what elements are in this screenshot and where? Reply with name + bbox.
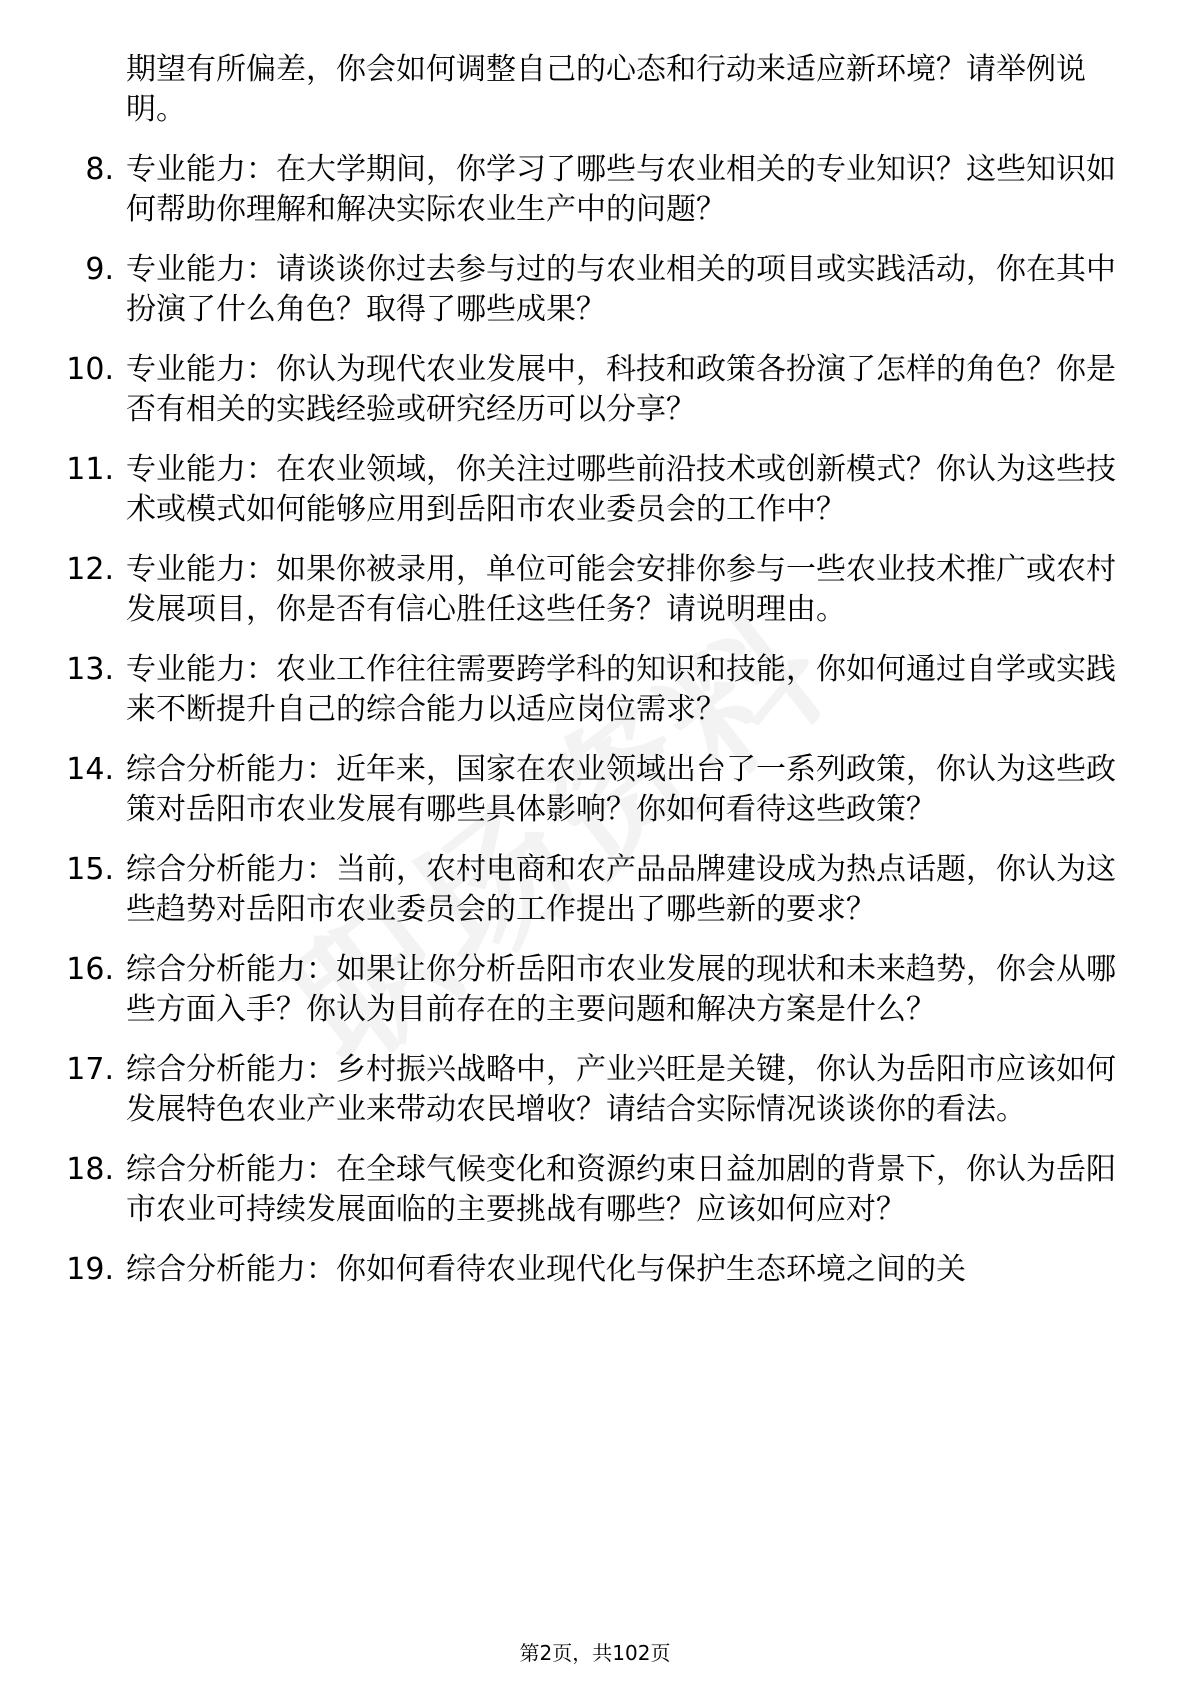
list-item bbox=[60, 350, 1120, 430]
item-text: 专业能力：在农业领域，你关注过哪些前沿技术或创新模式？你认为这些技术或模式如何能够应用到岳阳市农业委员会的工作中？ bbox=[126, 452, 1116, 527]
item-number: 17. bbox=[66, 1052, 114, 1087]
list-item bbox=[60, 650, 1120, 730]
list-item bbox=[60, 950, 1120, 1030]
list-item bbox=[60, 250, 1120, 330]
item-text: 综合分析能力：乡村振兴战略中，产业兴旺是关键，你认为岳阳市应该如何发展特色农业产业来带动农民增收？请结合实际情况谈谈你的看法。 bbox=[126, 1052, 1116, 1127]
item-number: 12. bbox=[66, 552, 114, 587]
item-text: 综合分析能力：当前，农村电商和农产品品牌建设成为热点话题，你认为这些趋势对岳阳市农业委员会的工作提出了哪些新的要求？ bbox=[126, 852, 1116, 927]
item-number: 13. bbox=[66, 652, 114, 687]
continued-paragraph: 期望有所偏差，你会如何调整自己的心态和行动来适应新环境？请举例说明。 bbox=[126, 52, 1086, 127]
page-footer: 第2页，共102页 bbox=[519, 1641, 671, 1665]
item-text: 专业能力：请谈谈你过去参与过的与农业相关的项目或实践活动，你在其中扮演了什么角色？取得了哪些成果？ bbox=[126, 252, 1116, 327]
item-text: 综合分析能力：在全球气候变化和资源约束日益加剧的背景下，你认为岳阳市农业可持续发展面临的主要挑战有哪些？应该如何应对？ bbox=[126, 1152, 1116, 1227]
item-number: 15. bbox=[66, 852, 114, 887]
question-list bbox=[60, 50, 1120, 1290]
item-number: 19. bbox=[66, 1252, 114, 1287]
list-item bbox=[60, 550, 1120, 630]
list-item bbox=[60, 150, 1120, 230]
list-item bbox=[60, 1150, 1120, 1230]
item-text: 综合分析能力：如果让你分析岳阳市农业发展的现状和未来趋势，你会从哪些方面入手？你认为目前存在的主要问题和解决方案是什么？ bbox=[126, 952, 1116, 1027]
item-text: 综合分析能力：你如何看待农业现代化与保护生态环境之间的关 bbox=[126, 1252, 966, 1287]
item-text: 专业能力：农业工作往往需要跨学科的知识和技能，你如何通过自学或实践来不断提升自己的综合能力以适应岗位需求？ bbox=[126, 652, 1116, 727]
item-text: 专业能力：在大学期间，你学习了哪些与农业相关的专业知识？这些知识如何帮助你理解和解决实际农业生产中的问题？ bbox=[126, 152, 1116, 227]
item-text: 综合分析能力：近年来，国家在农业领域出台了一系列政策，你认为这些政策对岳阳市农业发展有哪些具体影响？你如何看待这些政策？ bbox=[126, 752, 1116, 827]
item-number: 11. bbox=[66, 452, 114, 487]
list-item bbox=[60, 750, 1120, 830]
list-item bbox=[60, 450, 1120, 530]
list-item bbox=[60, 850, 1120, 930]
item-number: 16. bbox=[66, 952, 114, 987]
item-text: 专业能力：如果你被录用，单位可能会安排你参与一些农业技术推广或农村发展项目，你是否有信心胜任这些任务？请说明理由。 bbox=[126, 552, 1116, 627]
item-number: 10. bbox=[66, 352, 114, 387]
item-number: 9. bbox=[85, 252, 114, 287]
list-item bbox=[60, 1250, 1120, 1290]
item-text: 专业能力：你认为现代农业发展中，科技和政策各扮演了怎样的角色？你是否有相关的实践经验或研究经历可以分享？ bbox=[126, 352, 1116, 427]
item-number: 8. bbox=[85, 152, 114, 187]
list-item bbox=[60, 1050, 1120, 1130]
item-number: 14. bbox=[66, 752, 114, 787]
item-number: 18. bbox=[66, 1152, 114, 1187]
